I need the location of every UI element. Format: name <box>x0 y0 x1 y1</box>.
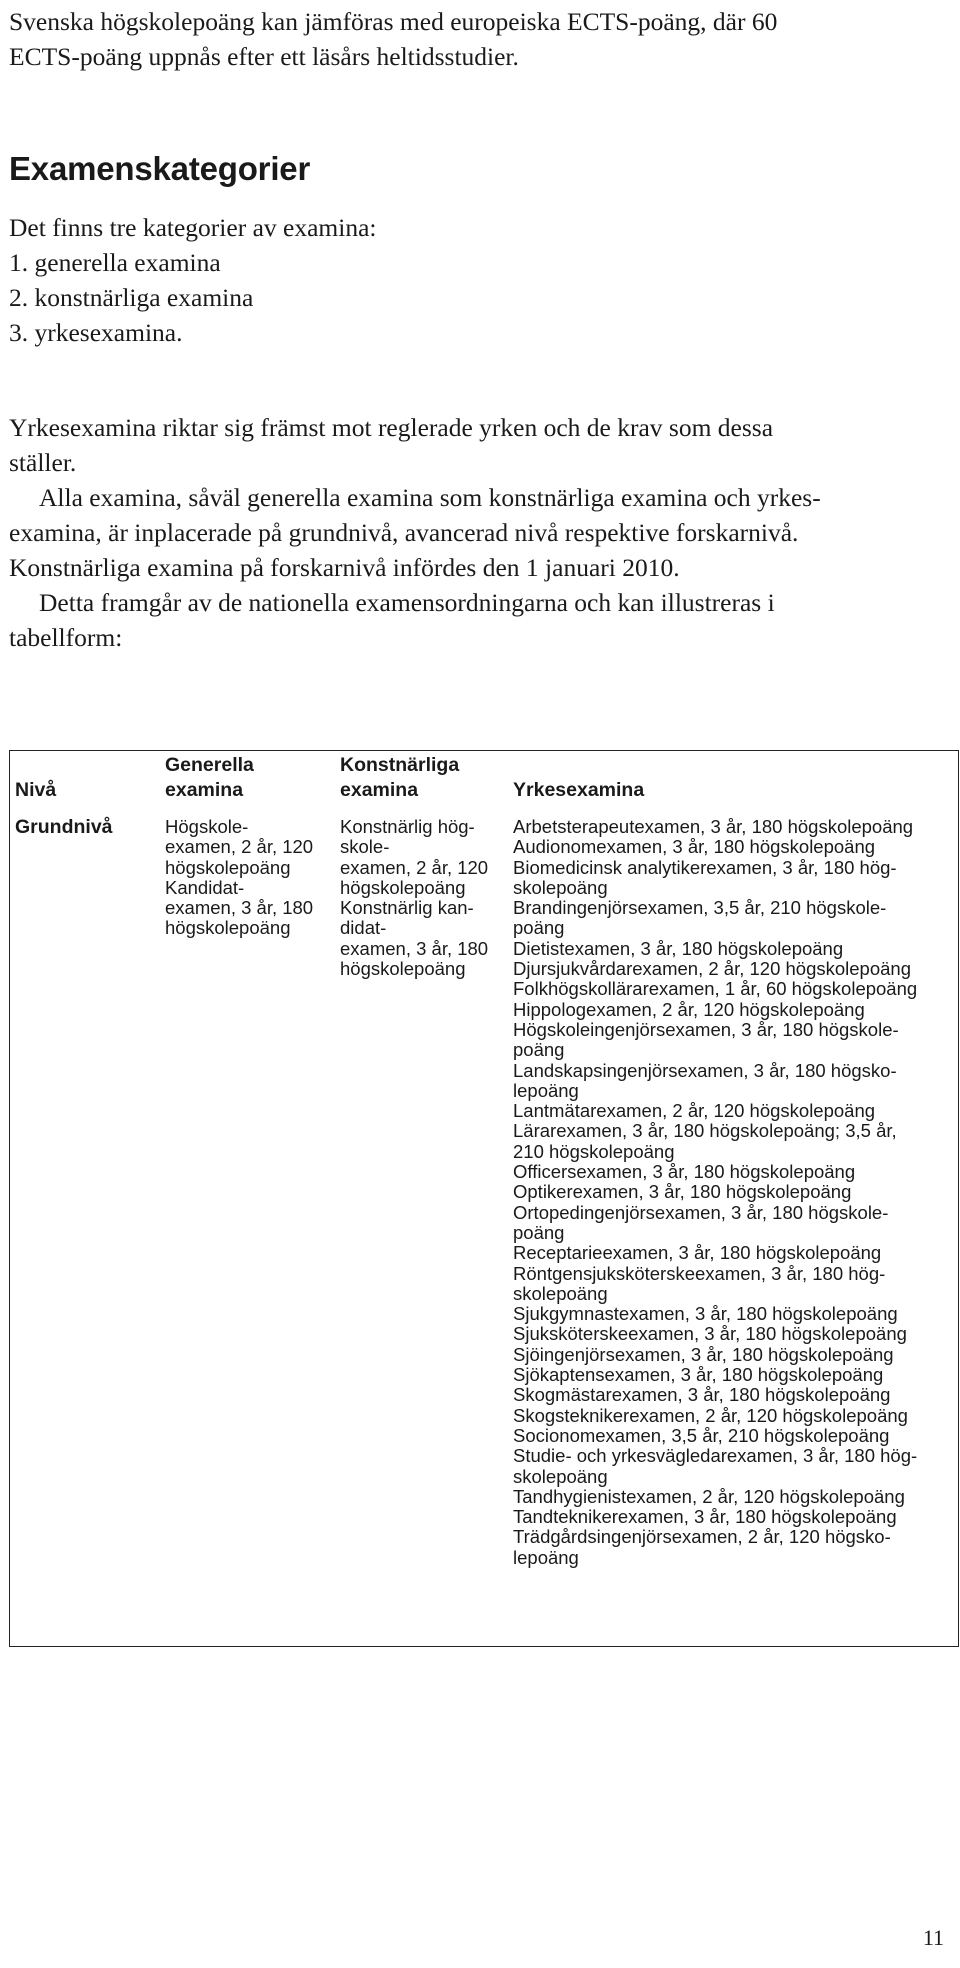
yrkes-list-line: skolepoäng <box>513 876 608 898</box>
yrkes-list-line: Optikerexamen, 3 år, 180 högskolepoäng <box>513 1181 852 1203</box>
cell-line: Kandidat- <box>165 876 245 898</box>
row-niva-grundniva: Grundnivå <box>15 816 113 838</box>
cell-line: examen, 3 år, 180 <box>165 897 314 919</box>
header-konstnarliga-line: examina <box>340 779 419 801</box>
yrkes-list-line: poäng <box>513 1039 565 1061</box>
cell-line: högskolepoäng <box>340 958 466 980</box>
paragraph-2-line: examina, är inplacerade på grundnivå, avancerad nivå respektive forskarnivå. <box>9 518 799 547</box>
paragraph-2-line: Alla examina, såväl generella examina som konstnärliga examina och yrkes- <box>39 483 821 512</box>
cell-generella <box>165 817 313 939</box>
header-konstnarliga <box>340 753 459 803</box>
yrkes-list-line: Ortopedingenjörsexamen, 3 år, 180 högskole- <box>513 1201 889 1223</box>
yrkes-list-line: Sjökaptensexamen, 3 år, 180 högskolepoäng <box>513 1364 884 1386</box>
header-konstnarliga-line: Konstnärliga <box>340 754 460 776</box>
intro-paragraph <box>9 4 959 74</box>
yrkes-list-line: Lantmätarexamen, 2 år, 120 högskolepoäng <box>513 1100 876 1122</box>
yrkes-list-line: Arbetsterapeutexamen, 3 år, 180 högskolepoäng <box>513 816 914 837</box>
yrkes-list-line: Tandteknikerexamen, 3 år, 180 högskolepoäng <box>513 1506 897 1528</box>
category-item: 3. yrkesexamina. <box>9 318 183 347</box>
body-paragraphs <box>9 410 959 655</box>
yrkes-list-line: Skogmästarexamen, 3 år, 180 högskolepoäng <box>513 1384 891 1406</box>
cell-konstnarliga <box>340 817 488 979</box>
header-niva: Nivå <box>15 779 57 801</box>
cell-line: högskolepoäng <box>165 856 291 878</box>
intro-line: Svenska högskolepoäng kan jämföras med europeiska ECTS-poäng, där 60 <box>9 7 778 36</box>
yrkes-list-line: skolepoäng <box>513 1465 608 1487</box>
yrkes-list-line: lepoäng <box>513 1079 579 1101</box>
header-generella <box>165 753 254 803</box>
yrkes-list-line: Socionomexamen, 3,5 år, 210 högskolepoäng <box>513 1424 890 1446</box>
yrkes-list-line: Brandingenjörsexamen, 3,5 år, 210 högskole- <box>513 897 887 919</box>
yrkes-list-line: skolepoäng <box>513 1282 608 1304</box>
cell-line: Högskole- <box>165 816 249 837</box>
yrkes-list-line: Sjukgymnastexamen, 3 år, 180 högskolepoäng <box>513 1303 898 1325</box>
cell-line: examen, 2 år, 120 <box>340 856 489 878</box>
cell-line: skole- <box>340 836 390 858</box>
yrkes-list-line: Folkhögskollärarexamen, 1 år, 60 högskolepoäng <box>513 978 918 1000</box>
cell-line: examen, 2 år, 120 <box>165 836 314 858</box>
yrkes-list-line: Hippologexamen, 2 år, 120 högskolepoäng <box>513 998 865 1020</box>
yrkes-list-line: Audionomexamen, 3 år, 180 högskolepoäng <box>513 836 876 858</box>
paragraph-3-line: Konstnärliga examina på forskarnivå infördes den 1 januari 2010. <box>9 553 680 582</box>
intro-line: ECTS-poäng uppnås efter ett läsårs heltidsstudier. <box>9 42 519 71</box>
yrkes-list-line: Receptarieexamen, 3 år, 180 högskolepoäng <box>513 1242 882 1264</box>
yrkes-list-line: Tandhygienistexamen, 2 år, 120 högskolepoäng <box>513 1485 905 1507</box>
section-heading: Examenskategorier <box>9 150 311 187</box>
header-yrkes: Yrkesexamina <box>513 779 645 801</box>
paragraph-4-line: Detta framgår av de nationella examensordningarna och kan illustreras i <box>39 588 775 617</box>
category-item: 1. generella examina <box>9 248 221 277</box>
cell-line: didat- <box>340 917 387 939</box>
yrkes-list-line: Högskoleingenjörsexamen, 3 år, 180 högskole- <box>513 1018 899 1040</box>
yrkes-list-line: poäng <box>513 1221 565 1243</box>
yrkes-list-line: Landskapsingenjörsexamen, 3 år, 180 högsko- <box>513 1059 897 1081</box>
yrkes-list-line: poäng <box>513 917 565 939</box>
cell-line: högskolepoäng <box>165 917 291 939</box>
paragraph-1-line: ställer. <box>9 448 77 477</box>
degree-table <box>9 750 959 1647</box>
yrkes-list-line: Trädgårdsingenjörsexamen, 2 år, 120 högsko- <box>513 1526 891 1548</box>
page-number: 11 <box>922 1925 944 1950</box>
cell-line: Konstnärlig hög- <box>340 816 475 837</box>
cell-yrkes <box>513 817 917 1568</box>
yrkes-list-line: Sjöingenjörsexamen, 3 år, 180 högskolepoäng <box>513 1343 894 1365</box>
header-generella-line: Generella <box>165 754 254 776</box>
yrkes-list-line: Sjuksköterskeexamen, 3 år, 180 högskolepoäng <box>513 1323 907 1345</box>
category-list-block <box>9 210 959 350</box>
yrkes-list-line: Studie- och yrkesvägledarexamen, 3 år, 180 hög- <box>513 1445 918 1467</box>
yrkes-list-line: Lärarexamen, 3 år, 180 högskolepoäng; 3,5 år, <box>513 1120 897 1142</box>
yrkes-list-line: Röntgensjuksköterskeexamen, 3 år, 180 hög- <box>513 1262 886 1284</box>
yrkes-list-line: Biomedicinsk analytikerexamen, 3 år, 180 hög- <box>513 856 897 878</box>
cell-line: examen, 3 år, 180 <box>340 937 489 959</box>
category-lead: Det finns tre kategorier av examina: <box>9 213 377 242</box>
yrkes-list-line: Dietistexamen, 3 år, 180 högskolepoäng <box>513 937 844 959</box>
yrkes-list-line: 210 högskolepoäng <box>513 1140 675 1162</box>
cell-line: Konstnärlig kan- <box>340 897 474 919</box>
paragraph-4-line: tabellform: <box>9 623 123 652</box>
cell-line: högskolepoäng <box>340 876 466 898</box>
category-item: 2. konstnärliga examina <box>9 283 254 312</box>
yrkes-list-line: Skogsteknikerexamen, 2 år, 120 högskolepoäng <box>513 1404 908 1426</box>
yrkes-list-line: lepoäng <box>513 1546 579 1568</box>
header-generella-line: examina <box>165 779 244 801</box>
yrkes-list-line: Officersexamen, 3 år, 180 högskolepoäng <box>513 1161 856 1183</box>
yrkes-list-line: Djursjukvårdarexamen, 2 år, 120 högskolepoäng <box>513 958 911 980</box>
paragraph-1-line: Yrkesexamina riktar sig främst mot reglerade yrken och de krav som dessa <box>9 413 774 442</box>
